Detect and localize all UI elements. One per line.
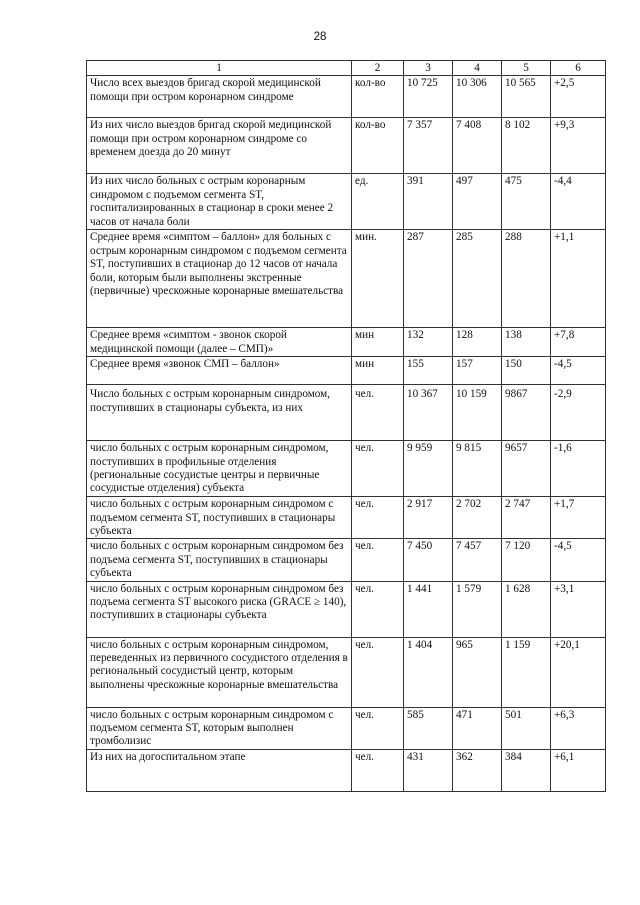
row-value-col5: 9867 xyxy=(502,385,551,441)
row-change: +6,3 xyxy=(551,707,606,749)
row-unit: чел. xyxy=(352,707,404,749)
row-value-col4: 965 xyxy=(453,637,502,707)
row-label: число больных с острым коронарным синдромом с подъемом сегмента ST, которым выполнен тромболизис xyxy=(87,707,352,749)
row-value-col5: 1 159 xyxy=(502,637,551,707)
table-row xyxy=(87,441,606,497)
row-value-col5: 8 102 xyxy=(502,118,551,174)
row-change: +9,3 xyxy=(551,118,606,174)
row-label: Среднее время «звонок СМП – баллон» xyxy=(87,357,352,385)
row-label: число больных с острым коронарным синдромом без подъема сегмента ST, поступивших в стационары субъекта xyxy=(87,539,352,581)
table-row xyxy=(87,581,606,637)
row-unit: чел. xyxy=(352,441,404,497)
row-value-col4: 128 xyxy=(453,328,502,357)
row-value-col5: 288 xyxy=(502,230,551,328)
row-value-col3: 7 357 xyxy=(404,118,453,174)
row-value-col5: 9657 xyxy=(502,441,551,497)
row-label: число больных с острым коронарным синдромом, переведенных из первичного сосудистого отделения в региональный сосудистый центр, которым выполнены чрескожные коронарные вмешательства xyxy=(87,637,352,707)
row-value-col5: 475 xyxy=(502,174,551,230)
row-value-col4: 1 579 xyxy=(453,581,502,637)
row-unit: мин xyxy=(352,328,404,357)
row-unit: ед. xyxy=(352,174,404,230)
row-value-col4: 157 xyxy=(453,357,502,385)
row-value-col3: 585 xyxy=(404,707,453,749)
row-value-col4: 7 457 xyxy=(453,539,502,581)
column-header: 1 xyxy=(87,61,352,76)
row-value-col3: 1 404 xyxy=(404,637,453,707)
row-change: -2,9 xyxy=(551,385,606,441)
row-value-col4: 285 xyxy=(453,230,502,328)
row-value-col5: 501 xyxy=(502,707,551,749)
row-value-col5: 138 xyxy=(502,328,551,357)
table-row xyxy=(87,749,606,791)
row-value-col3: 10 367 xyxy=(404,385,453,441)
row-value-col4: 471 xyxy=(453,707,502,749)
row-change: +1,7 xyxy=(551,497,606,539)
row-label: Число всех выездов бригад скорой медицинской помощи при остром коронарном синдроме xyxy=(87,76,352,118)
row-unit: чел. xyxy=(352,539,404,581)
row-change: +7,8 xyxy=(551,328,606,357)
row-value-col3: 9 959 xyxy=(404,441,453,497)
row-change: -1,6 xyxy=(551,441,606,497)
row-label: Число больных с острым коронарным синдромом, поступивших в стационары субъекта, из них xyxy=(87,385,352,441)
column-header: 6 xyxy=(551,61,606,76)
row-value-col5: 10 565 xyxy=(502,76,551,118)
row-value-col5: 384 xyxy=(502,749,551,791)
row-value-col5: 150 xyxy=(502,357,551,385)
table-row xyxy=(87,539,606,581)
row-unit: чел. xyxy=(352,497,404,539)
row-value-col4: 497 xyxy=(453,174,502,230)
row-unit: чел. xyxy=(352,385,404,441)
table-header-row xyxy=(87,61,606,76)
row-unit: чел. xyxy=(352,637,404,707)
row-change: -4,4 xyxy=(551,174,606,230)
row-value-col3: 2 917 xyxy=(404,497,453,539)
row-value-col3: 132 xyxy=(404,328,453,357)
statistics-table xyxy=(86,60,606,792)
row-unit: мин. xyxy=(352,230,404,328)
row-change: +1,1 xyxy=(551,230,606,328)
column-header: 5 xyxy=(502,61,551,76)
table-row xyxy=(87,385,606,441)
row-unit: мин xyxy=(352,357,404,385)
table-row xyxy=(87,230,606,328)
row-value-col3: 431 xyxy=(404,749,453,791)
row-value-col5: 2 747 xyxy=(502,497,551,539)
row-change: +20,1 xyxy=(551,637,606,707)
row-label: Из них на догоспитальном этапе xyxy=(87,749,352,791)
row-value-col4: 9 815 xyxy=(453,441,502,497)
row-unit: чел. xyxy=(352,581,404,637)
table-body xyxy=(87,76,606,791)
row-unit: кол-во xyxy=(352,76,404,118)
column-header: 3 xyxy=(404,61,453,76)
row-label: Из них число выездов бригад скорой медицинской помощи при остром коронарном синдроме со временем доезда до 20 минут xyxy=(87,118,352,174)
row-value-col3: 287 xyxy=(404,230,453,328)
row-unit: чел. xyxy=(352,749,404,791)
row-change: +6,1 xyxy=(551,749,606,791)
row-value-col3: 1 441 xyxy=(404,581,453,637)
table-row xyxy=(87,357,606,385)
row-label: число больных с острым коронарным синдромом без подъема сегмента ST высокого риска (GRACE ≥ 140), поступивших в стационары субъекта xyxy=(87,581,352,637)
table-row xyxy=(87,637,606,707)
row-value-col3: 155 xyxy=(404,357,453,385)
row-label: число больных с острым коронарным синдромом, поступивших в профильные отделения (региональные сосудистые центры и первичные сосудистые отделения) субъекта xyxy=(87,441,352,497)
page-number: 28 xyxy=(313,31,327,43)
row-unit: кол-во xyxy=(352,118,404,174)
row-change: +3,1 xyxy=(551,581,606,637)
row-value-col3: 10 725 xyxy=(404,76,453,118)
row-value-col4: 10 306 xyxy=(453,76,502,118)
row-value-col3: 391 xyxy=(404,174,453,230)
table-row xyxy=(87,328,606,357)
row-label: Среднее время «симптом – баллон» для больных с острым коронарным синдромом с подъемом сегмента ST, поступивших в стационар до 12 часов от начала боли, которым были выполнены экстренные (первичные) чрескожные коронарные вмешательства xyxy=(87,230,352,328)
row-label: число больных с острым коронарным синдромом с подъемом сегмента ST, поступивших в стационары субъекта xyxy=(87,497,352,539)
table-row xyxy=(87,118,606,174)
row-change: +2,5 xyxy=(551,76,606,118)
row-label: Среднее время «симптом - звонок скорой медицинской помощи (далее – СМП)» xyxy=(87,328,352,357)
column-header: 2 xyxy=(352,61,404,76)
table-row xyxy=(87,174,606,230)
row-value-col5: 7 120 xyxy=(502,539,551,581)
table-row xyxy=(87,497,606,539)
row-value-col4: 7 408 xyxy=(453,118,502,174)
table-row xyxy=(87,707,606,749)
row-label: Из них число больных с острым коронарным синдромом с подъемом сегмента ST, госпитализированных в стационар в сроки менее 2 часов от начала боли xyxy=(87,174,352,230)
row-value-col3: 7 450 xyxy=(404,539,453,581)
column-header: 4 xyxy=(453,61,502,76)
row-value-col4: 2 702 xyxy=(453,497,502,539)
row-change: -4,5 xyxy=(551,539,606,581)
row-value-col5: 1 628 xyxy=(502,581,551,637)
row-change: -4,5 xyxy=(551,357,606,385)
row-value-col4: 10 159 xyxy=(453,385,502,441)
table-row xyxy=(87,76,606,118)
row-value-col4: 362 xyxy=(453,749,502,791)
